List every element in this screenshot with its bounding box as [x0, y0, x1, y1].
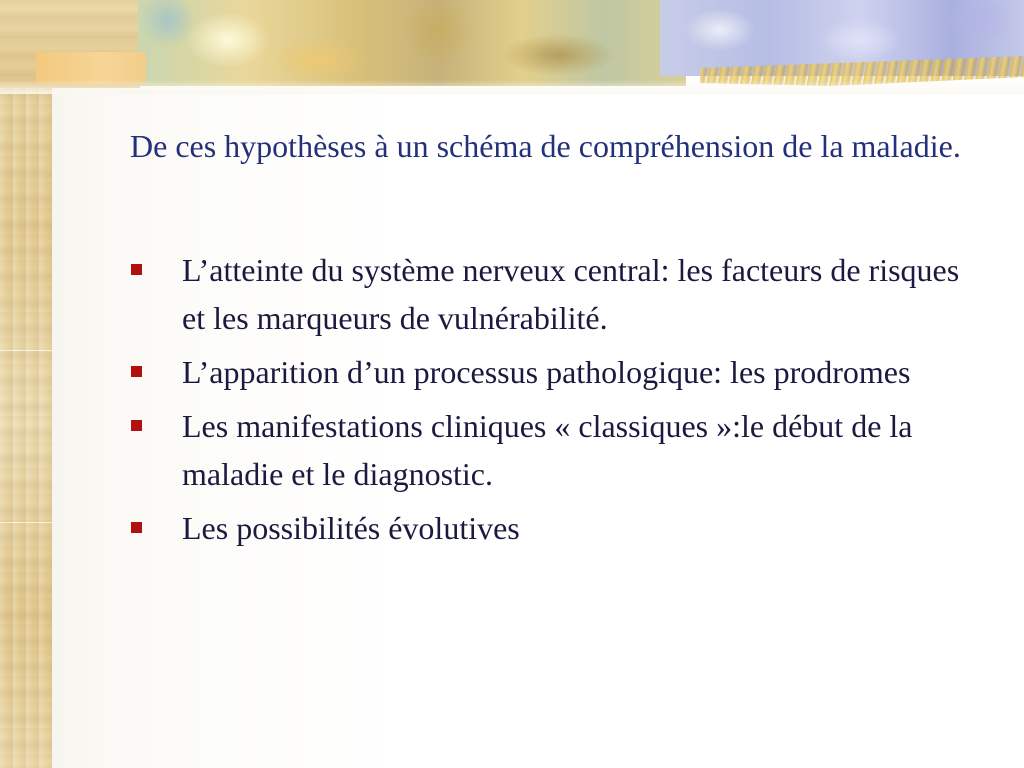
strip-seam: [0, 522, 52, 523]
bullet-item: [130, 504, 990, 552]
bullet-item: [130, 402, 990, 498]
bullet-text: L’atteinte du système nerveux central: les facteurs de risques et les marqueurs de vulnérabilité.: [182, 252, 960, 336]
parchment-side-strip: [0, 0, 52, 768]
bullet-text: Les possibilités évolutives: [182, 510, 520, 546]
bullet-item: [130, 348, 990, 396]
banner-fade: [0, 80, 1024, 94]
banner-autumn-leaves-image: [138, 0, 686, 86]
bullet-list: [130, 246, 990, 558]
square-bullet-icon: [131, 366, 142, 377]
bullet-text: Les manifestations cliniques « classiques »:le début de la maladie et le diagnostic.: [182, 408, 913, 492]
square-bullet-icon: [131, 264, 142, 275]
square-bullet-icon: [131, 522, 142, 533]
bullet-text: L’apparition d’un processus pathologique: les prodromes: [182, 354, 911, 390]
strip-seam: [0, 350, 52, 351]
decorative-banner: [0, 0, 1024, 88]
square-bullet-icon: [131, 420, 142, 431]
bullet-item: [130, 246, 990, 342]
slide-title: De ces hypothèses à un schéma de compréhension de la maladie.: [130, 128, 961, 164]
